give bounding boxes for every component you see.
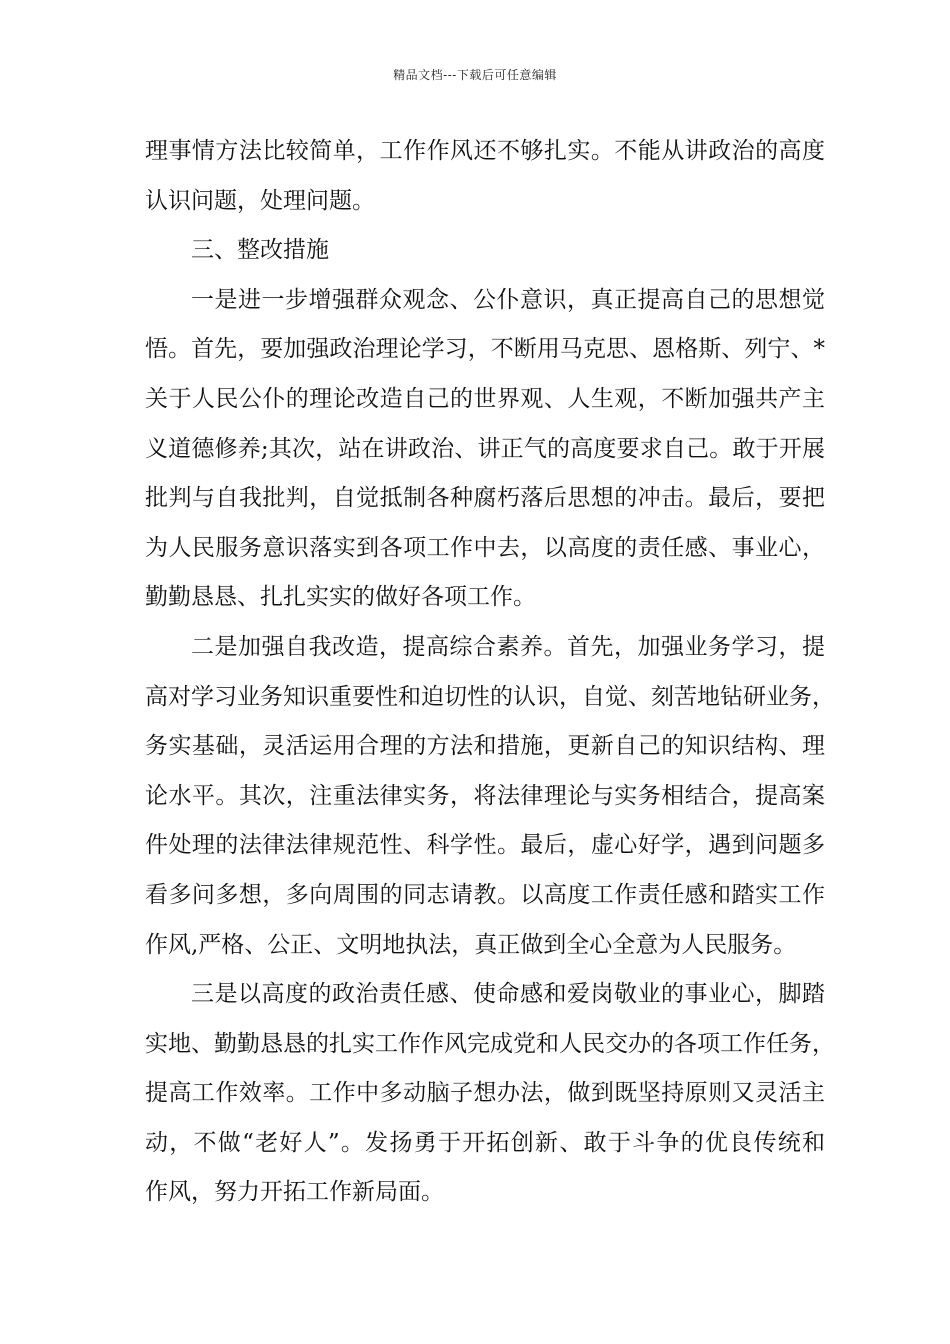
text-line: 件处理的法律法律规范性、科学性。最后，虚心好学，遇到问题多 [145, 832, 825, 859]
text-line: 提高工作效率。工作中多动脑子想办法，做到既坚持原则又灵活主 [145, 1080, 825, 1107]
text-line: 关于人民公仆的理论改造自己的世界观、人生观，不断加强共产主 [145, 385, 825, 412]
text-line: 一是进一步增强群众观念、公仆意识，真正提高自己的思想觉 [191, 286, 825, 313]
text-line: 义道德修养;其次，站在讲政治、讲正气的高度要求自己。敢于开展 [145, 435, 825, 462]
text-line: 勤勤恳恳、扎扎实实的做好各项工作。 [145, 584, 536, 611]
text-line: 认识问题，处理问题。 [145, 187, 375, 214]
text-line: 为人民服务意识落实到各项工作中去，以高度的责任感、事业心， [145, 534, 825, 561]
text-line: 批判与自我批判，自觉抵制各种腐朽落后思想的冲击。最后，要把 [145, 485, 825, 512]
document-body [145, 127, 835, 1218]
text-line: 作风，努力开拓工作新局面。 [145, 1179, 444, 1206]
text-line: 高对学习业务知识重要性和迫切性的认识，自觉、刻苦地钻研业务， [145, 683, 835, 710]
text-line: 悟。首先，要加强政治理论学习，不断用马克思、恩格斯、列宁、* [145, 336, 825, 363]
text-line: 动，不做“老好人”。发扬勇于开拓创新、敢于斗争的优良传统和 [145, 1129, 825, 1156]
text-line: 论水平。其次，注重法律实务，将法律理论与实务相结合，提高案 [145, 782, 825, 809]
page-header: 精品文档---下载后可任意编辑 [393, 68, 557, 82]
text-line: 务实基础，灵活运用合理的方法和措施，更新自己的知识结构、理 [145, 733, 825, 760]
text-line: 作风,严格、公正、文明地执法，真正做到全心全意为人民服务。 [145, 931, 797, 958]
text-line: 二是加强自我改造，提高综合素养。首先，加强业务学习，提 [191, 633, 825, 660]
text-line: 三、整改措施 [191, 237, 329, 264]
text-line: 三是以高度的政治责任感、使命感和爱岗敬业的事业心，脚踏 [191, 981, 825, 1008]
text-line: 理事情方法比较简单，工作作风还不够扎实。不能从讲政治的高度 [145, 138, 825, 164]
text-line: 看多问多想，多向周围的同志请教。以高度工作责任感和踏实工作 [145, 881, 825, 908]
text-line: 实地、勤勤恳恳的扎实工作作风完成党和人民交办的各项工作任务， [145, 1030, 835, 1057]
